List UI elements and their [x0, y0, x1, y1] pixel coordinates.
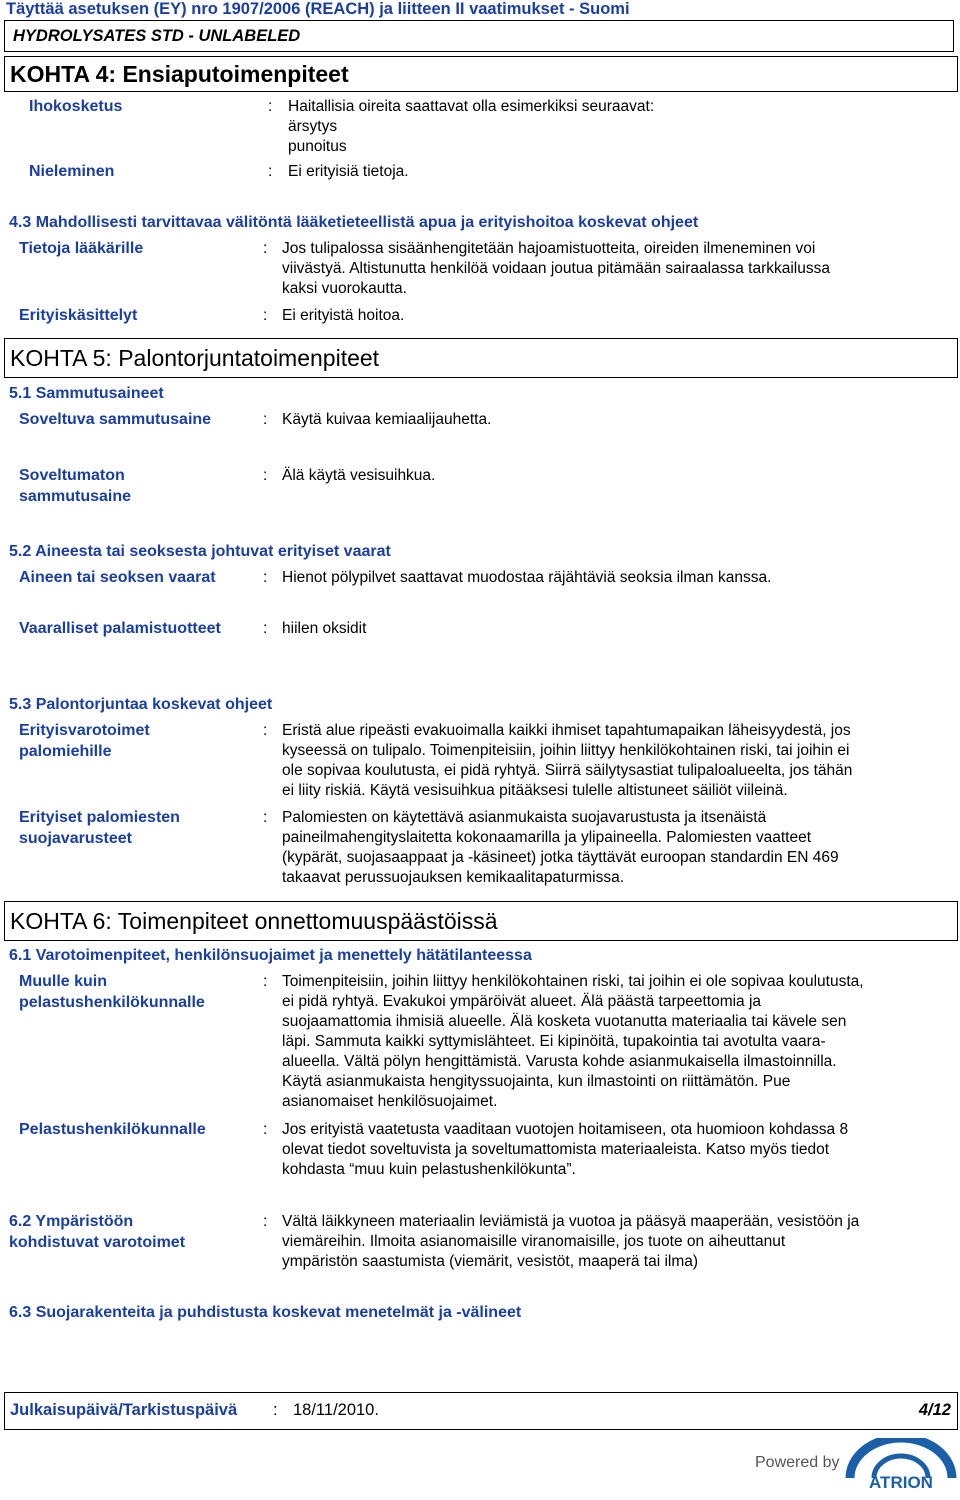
colon: : [263, 809, 268, 826]
logo-text: ATRION [869, 1473, 933, 1490]
firefighter-equipment-value: Palomiesten on käytettävä asianmukaista suojavarustusta ja itsenäistä paineilmahengityslaitetta kokonaamarilla ja ylipaineella. Palomiesten vaatteet (kypärät, suojasaappaat ja -käsineet) jotka täyttävät euroopan standardin EN 469 takaavat perussuojauksen kemikaalitapaturmissa. [282, 809, 839, 886]
colon: : [268, 98, 273, 115]
product-name: HYDROLYSATES STD - UNLABELED [13, 27, 301, 45]
non-emergency-personnel-label: Muulle kuin pelastushenkilökunnalle [19, 973, 205, 1011]
colon: : [263, 411, 268, 428]
colon: : [263, 569, 268, 586]
section-5-title: KOHTA 5: Palontorjuntatoimenpiteet [10, 345, 380, 371]
environmental-precautions-label: 6.2 Ympäristöön kohdistuvat varotoimet [9, 1213, 186, 1251]
unsuitable-extinguishing-label: Soveltumaton sammutusaine [19, 467, 132, 505]
section-6-header [4, 901, 958, 941]
section-4-title: KOHTA 4: Ensiaputoimenpiteet [10, 61, 349, 87]
subsection-5-3-title: 5.3 Palontorjuntaa koskevat ohjeet [9, 696, 273, 713]
combustion-products-label: Vaaralliset palamistuotteet [19, 620, 221, 637]
subsection-6-3-title: 6.3 Suojarakenteita ja puhdistusta koskevat menetelmät ja -välineet [9, 1304, 522, 1321]
colon: : [268, 163, 273, 180]
substance-hazards-label: Aineen tai seoksen vaarat [19, 569, 216, 586]
suitable-extinguishing-value: Käytä kuivaa kemiaalijauhetta. [282, 411, 492, 428]
doctor-notes-label: Tietoja lääkärille [19, 240, 144, 257]
section-5-header [4, 338, 958, 378]
environmental-precautions-value: Vältä läikkyneen materiaalin leviämistä ja vuotoa ja pääsyä maaperään, vesistöön ja viemäreihin. Ilmoita asianomaisille viranomaisille, jos tuote on aiheuttanut ympäristön saastumista (viemärit, vesistöt, maaperä tai ilma) [282, 1213, 860, 1270]
section-6-title: KOHTA 6: Toimenpiteet onnettomuuspäästöissä [10, 908, 498, 934]
colon: : [263, 467, 268, 484]
colon: : [263, 307, 268, 324]
combustion-products-value: hiilen oksidit [282, 620, 367, 637]
colon: : [273, 1401, 278, 1419]
colon: : [263, 1121, 268, 1138]
colon: : [263, 620, 268, 637]
emergency-responders-label: Pelastushenkilökunnalle [19, 1121, 206, 1138]
emergency-responders-value: Jos erityistä vaatetusta vaaditaan vuotojen hoitamiseen, ota huomioon kohdassa 8 olevat tiedot soveltuvista ja soveltumattomista materiaaleista. Katso myös tiedot kohdasta “muu kuin pelastushenkilökunta”. [282, 1121, 849, 1178]
substance-hazards-value: Hienot pölypilvet saattavat muodostaa räjähtäviä seoksia ilman kanssa. [282, 569, 772, 586]
ingestion-value: Ei erityisiä tietoja. [288, 163, 409, 180]
product-name-box [4, 20, 954, 52]
colon: : [263, 1213, 268, 1230]
non-emergency-personnel-value: Toimenpiteisiin, joihin liittyy henkilökohtainen riski, tai joihin ei ole sopivaa koulutusta, ei pidä ryhtyä. Evakukoi ympäröivät alueet. Älä päästä tarpeettomia ja suojaamattomia ihmisiä alueelle. Älä kosketa vuotanutta materiaalia tai kävele sen läpi. Sammuta kaikki syttymislähteet. Ei kipinöitä, tupakointia tai avotulta vaara- alueella. Vältä pölyn hengittämistä. Varusta kohde asianmukaisella ilmastoinnilla. Käytä asianmukaista hengityssuojainta, kun ilmastointi on riittämätön. Pue asianomaiset henkilösuojaimet. [282, 973, 864, 1110]
subsection-4-3-title: 4.3 Mahdollisesti tarvittavaa välitöntä lääketieteellistä apua ja erityishoitoa koskevat ohjeet [9, 214, 699, 231]
skin-contact-value: Haitallisia oireita saattavat olla esimerkiksi seuraavat: ärsytys punoitus [288, 98, 655, 155]
powered-by-text: Powered by [755, 1454, 840, 1471]
ingestion-label: Nieleminen [29, 163, 115, 180]
page-number: 4/12 [918, 1401, 951, 1419]
section-4-header [4, 56, 958, 92]
subsection-5-1-title: 5.1 Sammutusaineet [9, 385, 164, 402]
subsection-5-2-title: 5.2 Aineesta tai seoksesta johtuvat erityiset vaarat [9, 543, 391, 560]
firefighter-precautions-label: Erityisvarotoimet palomiehille [19, 722, 150, 760]
firefighter-precautions-value: Eristä alue ripeästi evakuoimalla kaikki ihmiset tapahtumapaikan läheisyydestä, jos kyseessä on tulipalo. Toimenpiteisiin, joihin liittyy henkilökohtainen riski, tai joihin ei ole sopivaa koulutusta, ei pidä ryhtyä. Siirrä säilytysastiat tulipaloalueelta, jos tähän ei liity riskiä. Käytä vesisuihkua pitääksesi tulelle altistuneet säiliöt viileinä. [282, 722, 853, 799]
issue-date-label: Julkaisupäivä/Tarkistuspäivä [10, 1401, 238, 1419]
skin-contact-label: Ihokosketus [29, 98, 123, 115]
doctor-notes-value: Jos tulipalossa sisäänhengitetään hajoamistuotteita, oireiden ilmeneminen voi viivästyä. Altistunutta henkilöä voidaan joutua pitämään sairaalassa tarkkailussa kaksi vuorokautta. [282, 240, 830, 297]
subsection-6-1-title: 6.1 Varotoimenpiteet, henkilönsuojaimet ja menettely hätätilanteessa [9, 947, 532, 964]
colon: : [263, 973, 268, 990]
colon: : [263, 722, 268, 739]
atrion-logo-icon [842, 1438, 960, 1490]
special-treatment-value: Ei erityistä hoitoa. [282, 307, 405, 324]
document-header-title: Täyttää asetuksen (EY) nro 1907/2006 (REACH) ja liitteen II vaatimukset - Suomi [6, 0, 630, 18]
colon: : [263, 240, 268, 257]
suitable-extinguishing-label: Soveltuva sammutusaine [19, 411, 212, 428]
issue-date-value: 18/11/2010. [293, 1401, 379, 1419]
special-treatment-label: Erityiskäsittelyt [19, 307, 138, 324]
firefighter-equipment-label: Erityiset palomiesten suojavarusteet [19, 809, 180, 847]
footer [4, 1392, 958, 1430]
unsuitable-extinguishing-value: Älä käytä vesisuihkua. [282, 467, 436, 484]
